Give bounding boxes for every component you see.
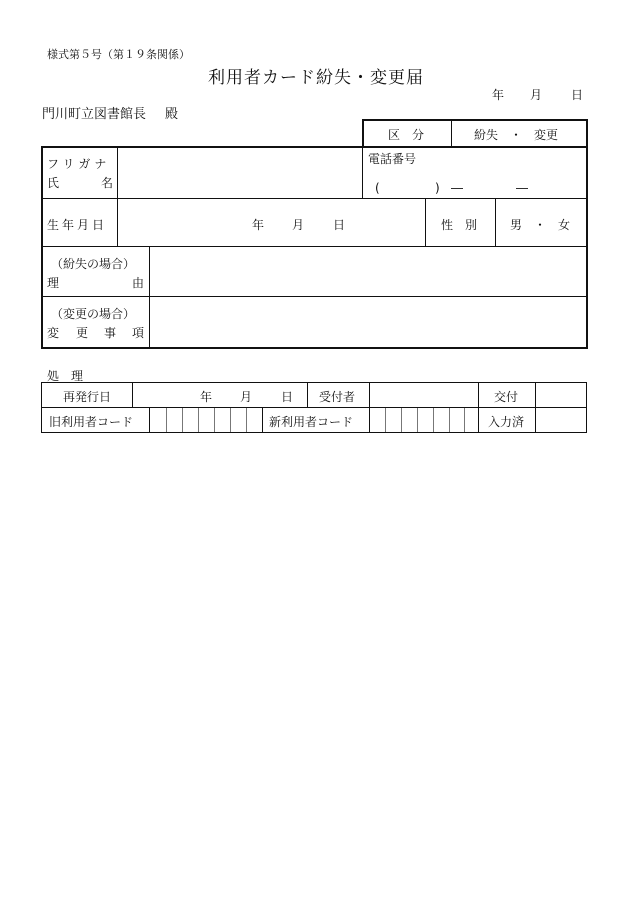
phone-dash-2: ―: [516, 181, 528, 195]
input-done-stamp-field[interactable]: [537, 409, 585, 431]
birth-day-label: 日: [333, 218, 346, 232]
reissue-month-label: 月: [240, 390, 253, 404]
reissue-date-label: 再発行日: [63, 390, 112, 404]
date-month-label: 月: [530, 88, 543, 102]
sex-label-divider-left: [425, 199, 426, 247]
reissue-day-label: 日: [281, 390, 294, 404]
name-label-2: 名: [101, 176, 114, 190]
new-code-field[interactable]: [371, 409, 477, 431]
phone-divider: [362, 147, 363, 199]
loss-case-label: （紛失の場合）: [51, 257, 136, 271]
new-code-right-divider: [369, 408, 370, 432]
name-label-1: 氏: [47, 176, 60, 190]
receiver-field[interactable]: [371, 384, 477, 406]
category-divider: [451, 120, 452, 147]
reason-label-1: 理: [47, 276, 60, 290]
sex-label-divider-right: [495, 199, 496, 247]
category-label: 区 分: [388, 128, 425, 142]
form-number: 様式第５号（第１９条関係）: [47, 48, 190, 61]
addressee: 門川町立図書館長: [42, 107, 147, 122]
input-done-label: 入力済: [488, 415, 525, 429]
change-label-1: 変: [47, 326, 60, 340]
delivered-label: 交付: [494, 390, 519, 404]
change-label-3: 事: [104, 326, 117, 340]
form-title: 利用者カード紛失・変更届: [208, 68, 424, 88]
category-value[interactable]: 紛失 ・ 変更: [474, 128, 559, 142]
phone-dash-1: ―: [451, 181, 463, 195]
change-case-label: （変更の場合）: [51, 307, 136, 321]
birth-year-label: 年: [252, 218, 265, 232]
birth-month-label: 月: [292, 218, 305, 232]
row-line-3: [42, 296, 587, 297]
reissue-label-divider: [132, 383, 133, 407]
row-line-2: [42, 246, 587, 247]
sex-label: 性 別: [441, 218, 478, 232]
date-year-label: 年: [492, 88, 505, 102]
change-items-field[interactable]: [151, 298, 586, 347]
processing-title: 処 理: [47, 369, 84, 383]
phone-paren-close: ): [435, 181, 440, 195]
birth-date-label: 生年月日: [47, 218, 108, 232]
reason-divider: [149, 247, 150, 348]
name-label-divider: [117, 147, 118, 247]
furigana-label: フリガナ: [47, 157, 111, 171]
delivered-stamp-field[interactable]: [537, 384, 585, 406]
reissue-year-label: 年: [200, 390, 213, 404]
new-code-left-divider: [262, 408, 263, 432]
birth-date-field[interactable]: [119, 200, 424, 245]
phone-field[interactable]: [364, 170, 586, 197]
stamp-left-divider: [478, 383, 479, 432]
new-code-label: 新利用者コード: [269, 415, 354, 429]
old-code-field[interactable]: [151, 409, 261, 431]
honorific: 殿: [165, 107, 179, 122]
stamp-right-divider: [535, 383, 536, 432]
row-line-1: [42, 198, 587, 199]
receiver-label: 受付者: [319, 390, 356, 404]
loss-reason-field[interactable]: [151, 248, 586, 295]
processing-row-line: [42, 407, 586, 408]
sex-value[interactable]: 男 ・ 女: [510, 218, 571, 232]
date-day-label: 日: [571, 88, 584, 102]
reason-label-2: 由: [132, 276, 145, 290]
phone-label: 電話番号: [368, 152, 417, 166]
receiver-right-divider: [369, 383, 370, 407]
phone-paren-open: (: [375, 181, 380, 195]
change-label-4: 項: [132, 326, 145, 340]
old-code-label: 旧利用者コード: [49, 415, 134, 429]
receiver-left-divider: [307, 383, 308, 407]
name-field[interactable]: [119, 148, 361, 197]
change-label-2: 更: [76, 326, 89, 340]
old-code-label-divider: [149, 408, 150, 432]
